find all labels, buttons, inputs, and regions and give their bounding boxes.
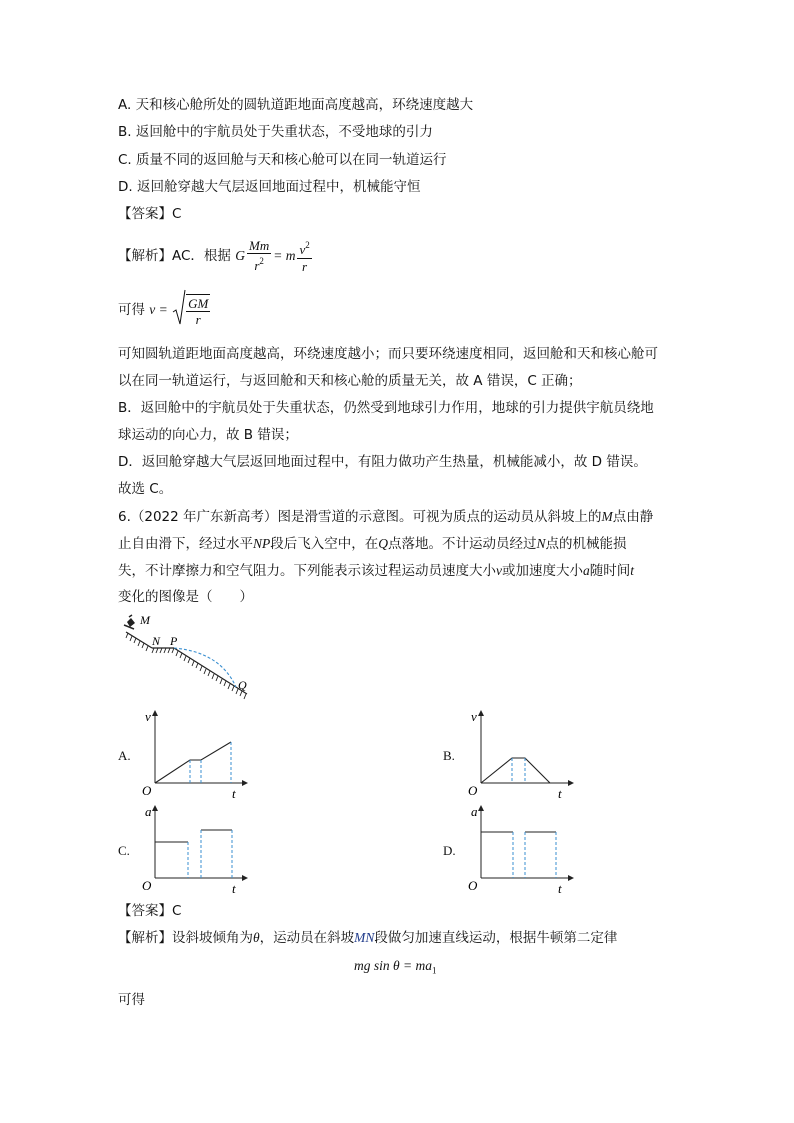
kede-1: 可得	[118, 302, 145, 318]
ski-slope-diagram	[112, 612, 262, 707]
fraction-mm-r2	[247, 238, 271, 274]
graph-b-origin: O	[468, 783, 478, 798]
formula-text: mg sin θ = ma	[354, 958, 432, 973]
fraction-gm-r	[186, 294, 210, 327]
graph-b-label: B.	[443, 748, 455, 763]
q6-l3a: 失，不计摩擦力和空气阻力。下列能表示该过程运动员速度大小	[118, 563, 496, 579]
q6-line-2	[118, 530, 627, 558]
graph-c-origin: O	[142, 878, 152, 893]
exp-2a: 2	[259, 256, 264, 266]
answer-1: 【答案】C	[118, 206, 182, 222]
newton-formula	[354, 956, 437, 981]
denominator-r3: r	[195, 311, 201, 327]
q6-v: v	[496, 563, 502, 578]
denominator-r2: r	[302, 259, 308, 274]
graph-c	[140, 803, 250, 895]
q6-l2b: 段后飞入空中，在	[270, 536, 379, 552]
graph-d-yaxis: a	[471, 804, 478, 819]
sqrt-sign	[172, 288, 186, 328]
q6-line-1	[118, 503, 653, 531]
q6-l2a: 止自由滑下，经过水平	[118, 536, 253, 552]
graph-a-label: A.	[118, 748, 131, 763]
numerator-mm: Mm	[248, 238, 270, 253]
analysis-2-label: 【解析】设斜坡倾角为	[118, 930, 253, 946]
q6-np: NP	[253, 536, 271, 551]
analysis-1-para3: B．返回舱中的宇航员处于失重状态，仍然受到地球引力作用，地球的引力提供宇航员绕地	[118, 400, 654, 416]
graph-a-xaxis: t	[232, 786, 236, 800]
graph-c-label: C.	[118, 843, 130, 858]
label-q: Q	[238, 678, 247, 692]
q6-line-3	[118, 557, 634, 585]
upper-slope-line	[126, 632, 152, 648]
answer-2: 【答案】C	[118, 903, 182, 919]
graph-c-yaxis: a	[145, 804, 152, 819]
theta: θ	[253, 930, 260, 945]
q6-l3b: 或加速度大小	[502, 563, 583, 579]
q6-l2c: 点落地。不计运动员经过	[388, 536, 537, 552]
graph-d	[466, 803, 576, 895]
graph-d-xaxis: t	[558, 881, 562, 895]
q6-l2d: 点的机械能损	[545, 536, 627, 552]
q6-l3c: 随时间	[589, 563, 631, 579]
v-equals: v =	[149, 302, 168, 317]
q6-m: M	[601, 509, 613, 524]
analysis-1-para5: D．返回舱穿越大气层返回地面过程中，有阻力做功产生热量，机械能减小，故 D 错误。	[118, 454, 647, 470]
graph-b-xaxis: t	[558, 786, 562, 800]
fraction-v2-r	[297, 238, 311, 274]
analysis-2-end: 段做匀加速直线运动，根据牛顿第二定律	[374, 930, 618, 946]
q6-a: a	[583, 563, 590, 578]
denominator-r: r	[254, 258, 260, 273]
option-c: C. 质量不同的返回舱与天和核心舱可以在同一轨道运行	[118, 152, 447, 168]
analysis-2-line	[118, 928, 617, 948]
analysis-1-label: 【解析】AC．根据	[118, 248, 231, 264]
const-g: G	[235, 248, 245, 263]
q6-q: Q	[378, 536, 389, 551]
analysis-1-para1: 可知圆轨道距地面高度越高，环绕速度越小；而只要环绕速度相同，返回舱和天和核心舱可	[118, 346, 658, 362]
graph-a	[140, 708, 250, 800]
q6-line-4: 变化的图像是（ ）	[118, 589, 253, 605]
q6-l1a: 6.（2022 年广东新高考）图是滑雪道的示意图。可视为质点的运动员从斜坡上的	[118, 509, 602, 525]
numerator-gm: GM	[188, 295, 209, 311]
lower-slope-line	[174, 648, 247, 694]
option-d: D. 返回舱穿越大气层返回地面过程中，机械能守恒	[118, 179, 421, 195]
graph-d-label: D.	[443, 843, 456, 858]
graph-c-xaxis: t	[232, 881, 236, 895]
analysis-1-para6: 故选 C。	[118, 481, 173, 497]
segment-mn: MN	[354, 930, 375, 945]
analysis-2-mid: ，运动员在斜坡	[259, 930, 355, 946]
graph-b-yaxis: v	[471, 709, 477, 724]
numerator-v: v	[299, 242, 306, 257]
option-b: B. 返回舱中的宇航员处于失重状态，不受地球的引力	[118, 124, 433, 140]
kede-2: 可得	[118, 992, 145, 1008]
analysis-1-formula	[118, 236, 314, 276]
q6-t: t	[630, 563, 635, 578]
skier-icon	[124, 615, 135, 629]
graph-a-yaxis: v	[145, 709, 151, 724]
label-m: M	[140, 613, 150, 627]
q6-l1b: 点由静	[612, 509, 654, 525]
analysis-1-sqrt	[118, 290, 212, 330]
q6-n: N	[536, 536, 546, 551]
label-p: P	[170, 634, 178, 648]
graph-a-origin: O	[142, 783, 152, 798]
analysis-1-para4: 球运动的向心力，故 B 错误；	[118, 427, 298, 443]
sqrt-expression	[172, 290, 212, 330]
option-a: A. 天和核心舱所处的圆轨道距地面高度越高，环绕速度越大	[118, 97, 474, 113]
graph-d-origin: O	[468, 878, 478, 893]
formula-subscript: 1	[432, 965, 437, 976]
exp-2b: 2	[305, 240, 310, 250]
graph-b	[466, 708, 576, 800]
analysis-1-para2: 以在同一轨道运行，与返回舱和天和核心舱的质量无关，故 A 错误，C 正确；	[118, 373, 582, 389]
equals-m: = m	[273, 248, 296, 263]
label-n: N	[152, 634, 161, 648]
